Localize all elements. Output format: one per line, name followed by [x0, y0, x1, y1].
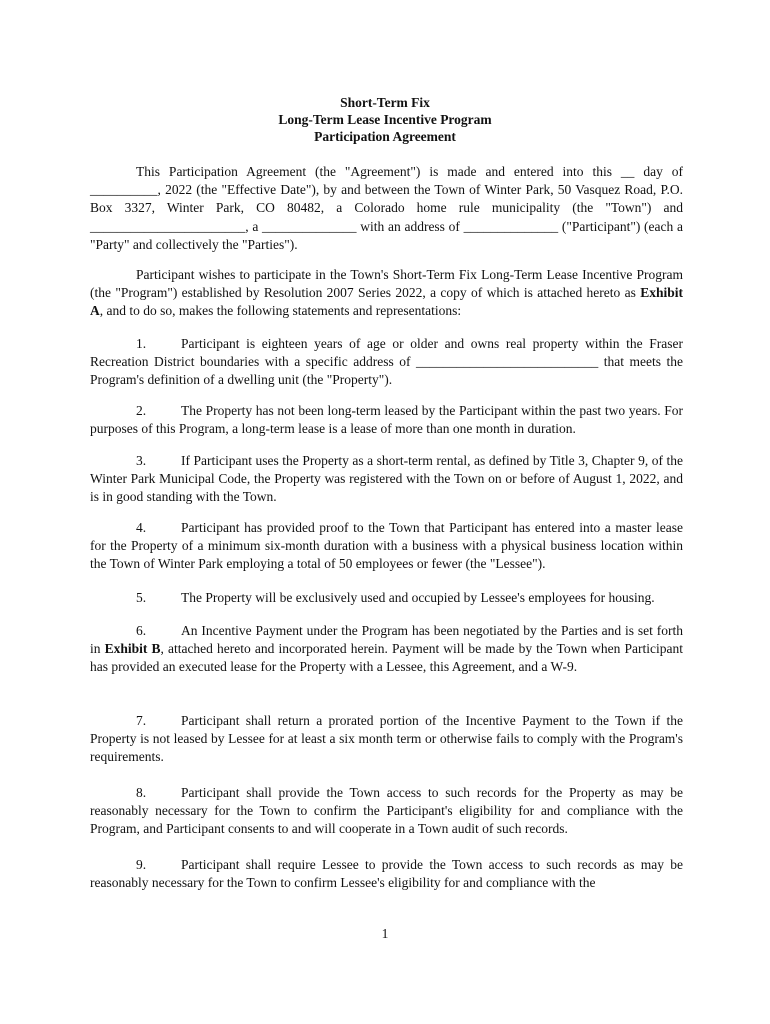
item-text-b: , attached hereto and incorporated herein. Payment will be made by the Town when Participant has provided an executed lease for the Property with a Lessee, this Agreement, and a W-9.: [90, 641, 683, 675]
item-text: Participant shall provide the Town access to such records for the Property as may be reasonably necessary for the Town to confirm the Participant's eligibility for and compliance with the Program, and Participant consents to and will cooperate in a Town audit of such records.: [90, 785, 683, 837]
title-line-3: Participation Agreement: [314, 129, 456, 144]
item-text: If Participant uses the Property as a short-term rental, as defined by Title 3, Chapter 9, of the Winter Park Municipal Code, the Property was registered with the Town on or before of August 1, 2022, and is in good standing with the Town.: [90, 453, 683, 505]
item-number: 9.: [136, 857, 147, 872]
item-number: 4.: [136, 520, 147, 535]
item-text: Participant is eighteen years of age or older and owns real property within the Fraser Recreation District boundaries with a specific address of ___________________________ that meets the Program's definition of a dwelling unit (the "Property").: [90, 336, 683, 388]
item-number: 1.: [136, 336, 147, 351]
exhibit-b-ref: Exhibit B: [104, 641, 161, 657]
item-text: Participant shall return a prorated portion of the Incentive Payment to the Town if the Property is not leased by Lessee for at least a six month term or otherwise fails to comply with the Program's requirements.: [90, 713, 683, 765]
item-text: The Property has not been long-term leased by the Participant within the past two years. For purposes of this Program, a long-term lease is a lease of more than one month in duration.: [90, 403, 683, 437]
document-title: [0, 94, 770, 145]
statement-text-a: Participant wishes to participate in the Town's Short-Term Fix Long-Term Lease Incentive Program (the "Program") established by Resolution 2007 Series 2022, a copy of which is attached hereto as: [90, 267, 683, 301]
statement-paragraph: [90, 266, 683, 321]
item-5: [90, 589, 683, 607]
item-8: [90, 784, 683, 839]
item-text: Participant has provided proof to the Town that Participant has entered into a master lease for the Property of a minimum six-month duration with a business with a physical business location within the Town of Winter Park employing a total of 50 employees or fewer (the "Lessee").: [90, 520, 683, 572]
title-line-1: Short-Term Fix: [340, 95, 430, 110]
item-number: 3.: [136, 453, 147, 468]
intro-paragraph: [90, 163, 683, 254]
exhibit-a-ref: Exhibit A: [90, 285, 683, 319]
item-number: 2.: [136, 403, 147, 418]
item-2: [90, 402, 683, 438]
item-9: [90, 856, 683, 892]
intro-text: This Participation Agreement (the "Agreement") is made and entered into this __ day of __________, 2022 (the "Effective Date"), by and between the Town of Winter Park, 50 Vasquez Road, P.O. Box 3327, Winter Park, CO 80482, a Colorado home rule municipality (the "Town") and _______________________, a ______________ with an address of ______________ ("Participant") (each a "Party" and collectively the "Parties").: [90, 164, 683, 252]
title-line-2: Long-Term Lease Incentive Program: [278, 112, 492, 127]
item-number: 7.: [136, 713, 147, 728]
page-number: 1: [381, 926, 389, 941]
item-1: [90, 335, 683, 390]
item-number: 8.: [136, 785, 147, 800]
item-number: 6.: [136, 623, 147, 638]
statement-text-b: , and to do so, makes the following statements and representations:: [99, 303, 462, 319]
item-4: [90, 519, 683, 574]
item-7: [90, 712, 683, 767]
item-6: [90, 622, 683, 677]
item-text: The Property will be exclusively used and occupied by Lessee's employees for housing.: [181, 590, 655, 605]
item-3: [90, 452, 683, 507]
item-text-a: An Incentive Payment under the Program has been negotiated by the Parties and is set forth in: [90, 623, 683, 657]
item-text: Participant shall require Lessee to provide the Town access to such records as may be reasonably necessary for the Town to confirm Lessee's eligibility for and compliance with the: [90, 857, 683, 891]
item-number: 5.: [136, 590, 147, 605]
